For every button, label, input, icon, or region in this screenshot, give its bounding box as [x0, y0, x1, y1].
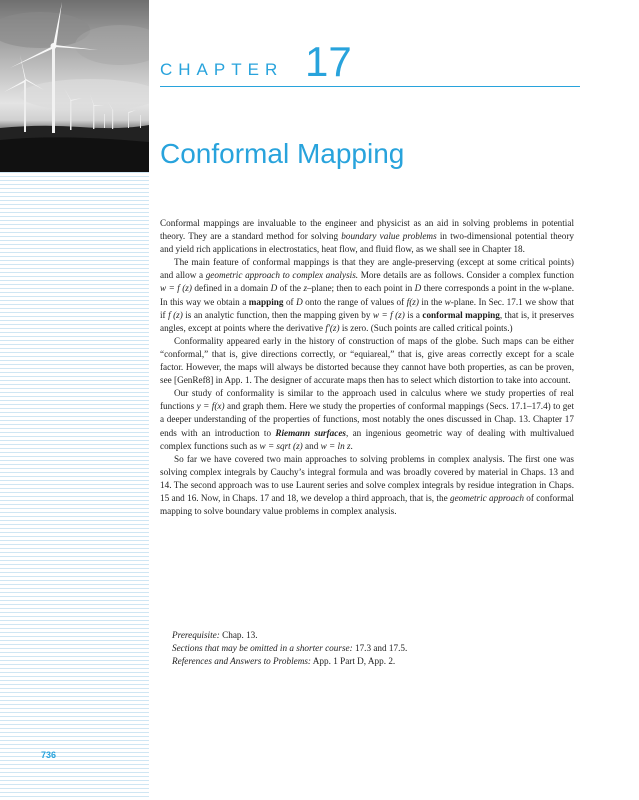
- paragraph-5: So far we have covered two main approaches to solving problems in complex analysis. The first one was solving complex integrals by Cauchy’s integral formula and was broadly covered by material in Chaps. 13 and 14. The second approach was to use Laurent series and solve complex integrals by residue integration in Chaps. 15 and 16. Now, in Chaps. 17 and 18, we develop a third approach, that is, the geometric approach of conformal mapping to solve boundary value problems in complex analysis.: [160, 453, 574, 517]
- omit-sections-line: Sections that may be omitted in a shorter course: 17.3 and 17.5.: [172, 643, 408, 654]
- references-line: References and Answers to Problems: App. 1 Part D, App. 2.: [172, 656, 396, 667]
- margin-strip: [0, 128, 149, 800]
- paragraph-3: Conformality appeared early in the history of construction of maps of the globe. Such maps can be either “conformal,” that is, give directions correctly, or “equiareal,” that is, give areas correctly except for a scale factor. However, the maps will always be distorted because they cannot have both properties, as can be proven, see [GenRef8] in App. 1. The designer of accurate maps then has to select which distortion to take into account.: [160, 335, 574, 386]
- paragraph-1: Conformal mappings are invaluable to the engineer and physicist as an aid in solving problems in potential theory. They are a standard method for solving boundary value problems in two-dimensional potential theory and yield rich applications in electrostatics, heat flow, and fluid flow, as we shall see in Chapter 18.: [160, 218, 574, 255]
- chapter-intro-text: [160, 217, 574, 518]
- turbine-icon: [0, 0, 149, 172]
- chapter-meta: [172, 629, 407, 668]
- paragraph-2: The main feature of conformal mappings is that they are angle-preserving (except at some critical points) and allow a geometric approach to complex analysis. More details are as follows. Consider a complex function w = f (z) defined in a domain D of the z–plane; then to each point in D there corresponds a point in the w-plane. In this way we obtain a mapping of D onto the range of values of f(z) in the w-plane. In Sec. 17.1 we show that if f (z) is an analytic function, then the mapping given by w = f (z) is a conformal mapping, that is, it preserves angles, except at points where the derivative f′(z) is zero. (Such points are called critical points.): [160, 257, 575, 333]
- chapter-label: CHAPTER: [160, 60, 284, 79]
- chapter-rule: [160, 86, 580, 87]
- paragraph-4: Our study of conformality is similar to the approach used in calculus where we study properties of real functions y = f(x) and graph them. Here we study the properties of conformal mappings (Secs. 17.1–17.4) to get a deeper understanding of the properties of functions, most notably the ones discussed in Chap. 13. Chapter 17 ends with an introduction to Riemann surfaces, an ingenious geometric way of dealing with multivalued complex functions such as w = sqrt (z) and w = ln z.: [160, 388, 574, 451]
- wind-turbines-photo: [0, 0, 149, 172]
- prerequisite-line: Prerequisite: Chap. 13.: [172, 630, 258, 640]
- chapter-number: 17: [305, 38, 352, 85]
- chapter-title: Conformal Mapping: [160, 138, 405, 169]
- page-number: 736: [41, 750, 57, 760]
